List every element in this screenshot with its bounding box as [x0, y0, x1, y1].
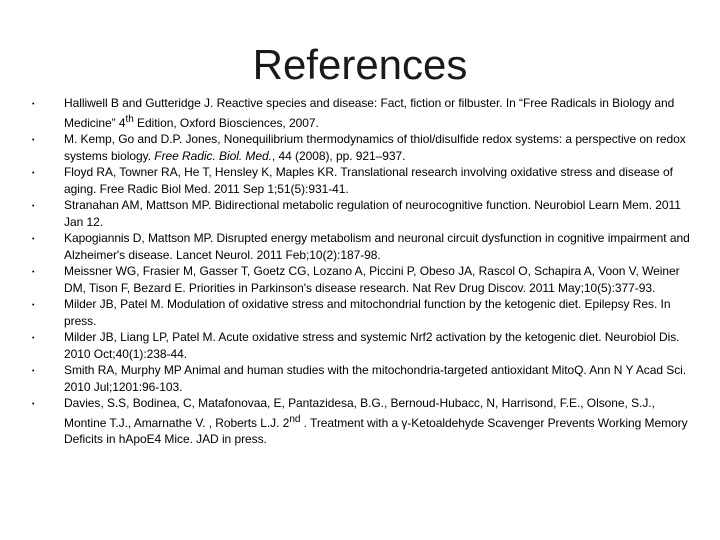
reference-text: Halliwell B and Gutteridge J. Reactive species and disease: Fact, fiction or filbuster. In “Free Radicals in Biology and Medicine” 4: [64, 96, 675, 130]
reference-item: [0, 329, 720, 362]
bullet-icon: •: [32, 269, 35, 276]
bullet-icon: •: [32, 368, 35, 375]
reference-list: [0, 95, 720, 448]
bullet-icon: •: [32, 137, 35, 144]
reference-text: Smith RA, Murphy MP Animal and human studies with the mitochondria-targeted antioxidant MitoQ. Ann N Y Acad Sci. 2010 Jul;1201:96-103.: [64, 363, 687, 394]
reference-item: [0, 131, 720, 164]
reference-text-cont: . Treatment with a γ-Ketoaldehyde Scavenger Prevents Working Memory Deficits in hApoE4 Mice. JAD in press.: [64, 415, 688, 446]
reference-item: [0, 263, 720, 296]
reference-item: [0, 395, 720, 448]
reference-text-cont: Edition, Oxford Biosciences, 2007.: [133, 115, 319, 130]
superscript: th: [125, 113, 134, 125]
bullet-icon: •: [32, 401, 35, 408]
reference-item: [0, 197, 720, 230]
reference-item: [0, 95, 720, 131]
slide-title: References: [252, 41, 468, 88]
reference-text: Milder JB, Patel M. Modulation of oxidative stress and mitochondrial function by the ketogenic diet. Epilepsy Res. In press.: [64, 297, 671, 328]
reference-text: Stranahan AM, Mattson MP. Bidirectional metabolic regulation of neurocognitive function. Neurobiol Learn Mem. 2011 Jan 12.: [64, 198, 681, 229]
reference-item: [0, 296, 720, 329]
reference-item: [0, 362, 720, 395]
reference-text: Meissner WG, Frasier M, Gasser T, Goetz CG, Lozano A, Piccini P, Obeso JA, Rascol O, Schapira A, Voon V, Weiner DM, Tison F, Bezard E. Priorities in Parkinson's disease research. Nat Rev Drug Discov. 2011 May;10(5):377-93.: [64, 264, 680, 295]
reference-text: Kapogiannis D, Mattson MP. Disrupted energy metabolism and neuronal circuit dysfunction in cognitive impairment and Alzheimer's disease. Lancet Neurol. 2011 Feb;10(2):187-98.: [64, 231, 690, 262]
reference-text-cont: , 44 (2008), pp. 921–937.: [271, 148, 406, 163]
reference-item: [0, 164, 720, 197]
bullet-icon: •: [32, 101, 35, 108]
bullet-icon: •: [32, 236, 35, 243]
reference-text: Davies, S.S, Bodinea, C, Matafonovaa, E, Pantazidesa, B.G., Bernoud-Hubacc, N, Harrisond, F.E., Olsone, S.J., Montine T.J., Amarnathe V. , Roberts L.J. 2: [64, 396, 655, 430]
reference-text: M. Kemp, Go and D.P. Jones, Nonequilibrium thermodynamics of thiol/disulfide redox systems: a perspective on redox systems biology.: [64, 132, 686, 163]
reference-text: Milder JB, Liang LP, Patel M. Acute oxidative stress and systemic Nrf2 activation by the ketogenic diet. Neurobiol Dis. 2010 Oct;40(1):238-44.: [64, 330, 680, 361]
bullet-icon: •: [32, 335, 35, 342]
bullet-icon: •: [32, 203, 35, 210]
reference-item: [0, 230, 720, 263]
superscript: nd: [289, 413, 301, 425]
bullet-icon: •: [32, 170, 35, 177]
journal-title: Free Radic. Biol. Med.: [154, 148, 272, 163]
bullet-icon: •: [32, 302, 35, 309]
reference-text: Floyd RA, Towner RA, He T, Hensley K, Maples KR. Translational research involving oxidative stress and disease of aging. Free Radic Biol Med. 2011 Sep 1;51(5):931-41.: [64, 165, 673, 196]
